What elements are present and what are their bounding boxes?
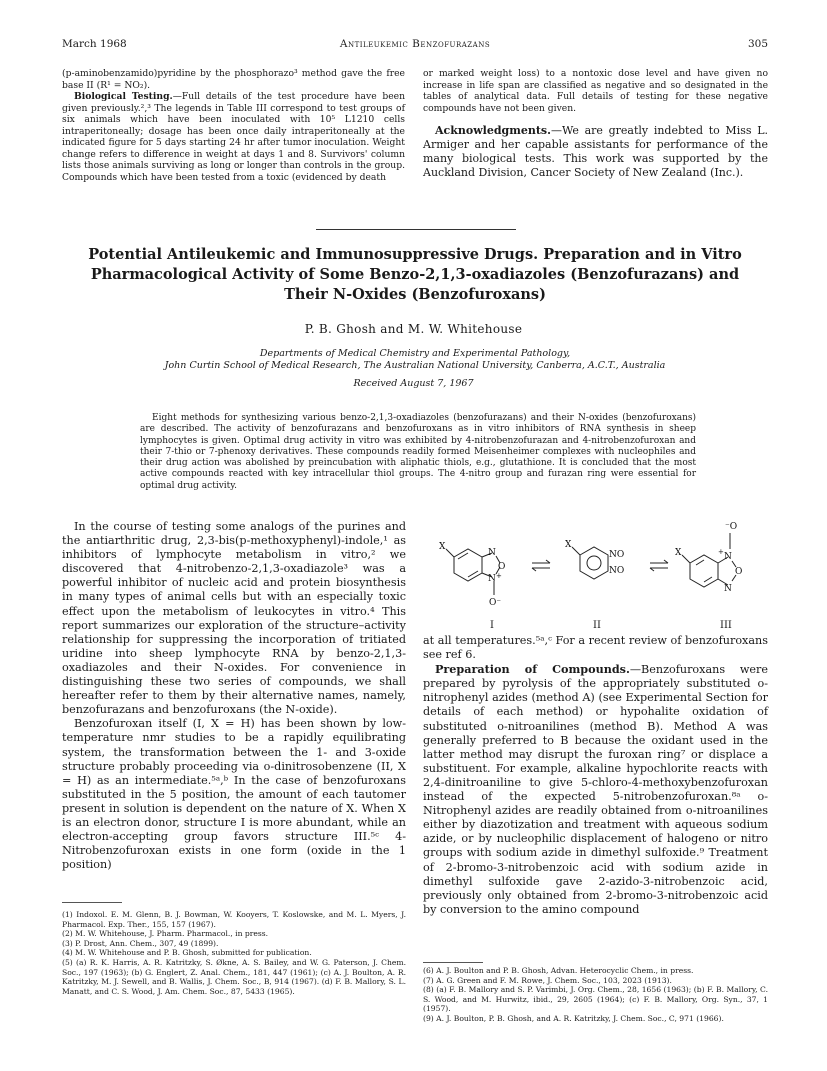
acknowledgments-text: —We are greatly indebted to Miss L. Armiger and her capable assistants for performance of the many biological tests. This work was supported by the Auckland Division, Cancer Society of New Zealand (Inc.). (423, 124, 768, 179)
I-n3-label: N (488, 548, 496, 558)
benzene-ring-I (454, 549, 482, 581)
footnote-4: (4) M. W. Whitehouse and P. B. Ghosh, submitted for publication. (62, 948, 312, 958)
title-line-3: Their N-Oxides (Benzofuroxans) (284, 286, 546, 303)
II-no-lower-label: NO (609, 566, 625, 576)
footnote-1: (1) Indoxol. E. M. Glenn, B. J. Bowman, W. Kooyers, T. Koslowske, and M. L. Myers, J. Pharmacol. Exp. Ther., 155, 157 (1967). (62, 910, 406, 929)
body-left-column (62, 520, 406, 872)
affiliation-line-1: Departments of Medical Chemistry and Experimental Pathology, (259, 348, 571, 359)
I-x-label: X (439, 542, 446, 552)
structure-label-III: III (720, 620, 732, 631)
footnote-7: (7) A. G. Green and F. M. Rowe, J. Chem. Soc., 103, 2023 (1913). (423, 975, 672, 985)
I-o-minus-label: O⁻ (489, 598, 502, 608)
negative-compounds-paragraph: or marked weight loss) to a nontoxic dose level and have given no increase in life span are classified as negative and so designated in the tables of analytical data. Full details of testing for these negative compounds have not been given. (423, 68, 768, 114)
I-plus-label: + (496, 572, 502, 580)
III-n3-label: N (724, 584, 732, 594)
footnotes-right (423, 966, 768, 1024)
affiliation-line-2: John Curtin School of Medical Research, The Australian National University, Canberra, A.C.T., Australia (164, 359, 666, 371)
title-line-1: Potential Antileukemic and Immunosuppressive Drugs. Preparation and in Vitro (88, 246, 742, 263)
tautomer-structures (422, 519, 768, 631)
biological-testing-paragraph (62, 91, 405, 183)
preparation-text: —Benzofuroxans were prepared by pyrolysis of the appropriately substituted o-nitrophenyl azides (method A) (see Experimental Section for details of each method) or hypohalite oxidation of substituted o-nitroanilines (method B). Method A was generally preferred to B because the oxidant used in the latter method may disrupt the furoxan ring⁷ or displace a substituent. For example, alkaline hypochlorite reacts with 2,4-dinitroaniline to give 5-chloro-4-methoxybenzofuroxan instead of the expected 5-nitrobenzofuroxan.⁸ᵃ o-Nitrophenyl azides are readily obtained from o-nitroanilines either by diazotization and treatment with aqueous sodium azide, or by nucleophilic displacement of halogeno or nitro groups with sodium azide in dimethyl sulfoxide.⁹ Treatment of 2-bromo-3-nitrobenzoic acid with sodium azide in dimethyl sulfoxide gave 2-azido-3-nitrobenzoic acid, previously only obtained from 2-bromo-3-nitrobenzoic acid by conversion to the amino compound (423, 663, 768, 916)
III-minus-o-label: ⁻O (725, 522, 738, 532)
benzene-ring-II (580, 547, 608, 579)
section-divider (316, 229, 516, 230)
running-header (62, 38, 768, 52)
I-n1-label: N (488, 574, 496, 584)
authors: P. B. Ghosh and M. W. Whitehouse (304, 322, 523, 336)
III-plus-label: + (718, 548, 724, 556)
preparation-heading: Preparation of Compounds. (435, 662, 630, 677)
top-left-column (62, 68, 405, 183)
top-right-column (423, 68, 768, 180)
structure-label-II: II (593, 620, 601, 631)
footnote-rule-left (62, 902, 122, 903)
II-no-upper-label: NO (609, 550, 625, 560)
acknowledgments-heading: Acknowledgments. (435, 124, 551, 137)
III-n1-label: N (724, 552, 732, 562)
footnote-6: (6) A. J. Boulton and P. B. Ghosh, Advan. Heterocyclic Chem., in press. (423, 966, 694, 975)
header-date: March 1968 (62, 38, 127, 50)
III-o-label: O (735, 567, 743, 577)
footnote-2: (2) M. W. Whitehouse, J. Pharm. Pharmacol., in press. (62, 929, 269, 939)
I-o-label: O (498, 562, 506, 572)
footnote-8: (8) (a) F. B. Mallory and S. P. Varimbi, J. Org. Chem., 28, 1656 (1963); (b) F. B. Mallory, C. S. Wood, and M. Hurwitz, ibid., 29, 2605 (1964); (c) F. B. Mallory, Org. Syn., 37, 1 (1957). (423, 985, 768, 1014)
biological-testing-text: —Full details of the test procedure have been given previously.²,³ The legends in Table III correspond to test groups of six animals which have been inoculated with 10⁵ L1210 cells intraperitoneally; dosage has been once daily intraperitoneally at the indicated figure for 5 days starting 24 hr after tumor inoculation. Weight change refers to difference in weight at days 1 and 8. Survivors' column lists those animals surviving as long or longer than controls in the group. Compounds which have been tested from a toxic (evidenced by death (62, 91, 405, 183)
affiliation (120, 348, 710, 371)
footnote-3: (3) P. Drost, Ann. Chem., 307, 49 (1899). (62, 938, 219, 948)
structure-label-I: I (490, 620, 494, 631)
biological-testing-heading: Biological Testing. (74, 91, 173, 102)
footnotes-left (62, 910, 406, 996)
footnote-5: (5) (a) R. K. Harris, A. R. Katritzky, S. Økne, A. S. Bailey, and W. G. Paterson, J. Chem. Soc., 197 (1963); (b) G. Englert, Z. Anal. Chem., 181, 447 (1961); (c) A. J. Boulton, A. R. Katritzky, M. J. Sewell, and B. Wallis, J. Chem. Soc., B, 914 (1967). (d) F. B. Mallory, S. L. Manatt, and C. S. Wood, J. Am. Chem. Soc., 87, 5433 (1965). (62, 957, 406, 996)
benzene-ring-III (690, 555, 718, 587)
received-date: Received August 7, 1967 (353, 378, 474, 389)
footnote-9: (9) A. J. Boulton, P. B. Ghosh, and A. R. Katritzky, J. Chem. Soc., C, 971 (1966). (423, 1013, 724, 1023)
article-title (70, 245, 760, 305)
intro-paragraph: In the course of testing some analogs of the purines and the antiarthritic drug, 2,3-bis(p-methoxyphenyl)-indole,¹ as inhibitors of lymphocyte metabolism in vitro,² we discovered that 4-nitrobenzo-2,1,3-oxadiazole³ was a powerful inhibitor of nucleic acid and protein biosynthesis in many types of animal cells but with an especially toxic effect upon the metabolism of leukocytes in vitro.⁴ This report summarizes our exploration of the structure–activity relationship for suppressing the incorporation of tritiated uridine into sheep lymphocyte RNA by benzo-2,1,3-oxadiazoles and their N-oxides. For convenience in distinguishing these two series of compounds, we shall hereafter refer to them by their alternative names, namely, benzofurazans and benzofuroxans (the N-oxide). (62, 520, 406, 717)
header-running-title: Antileukemic Benzofurazans (339, 38, 491, 50)
abstract (140, 413, 696, 492)
header-page-number: 305 (747, 38, 768, 50)
preparation-paragraph (423, 662, 768, 917)
tautomer-paragraph: Benzofuroxan itself (I, X = H) has been shown by low-temperature nmr studies to be a rapidly equilibrating system, the transformation between the 1- and 3-oxide structure probably proceeding via o-dinitrosobenzene (II, X = H) as an intermediate.⁵ᵃ,ᵇ In the case of benzofuroxans substituted in the 5 position, the amount of each tautomer present in solution is dependent on the nature of X. When X is an electron donor, structure I is more abundant, while an electron-accepting group favors structure III.⁵ᶜ 4-Nitrobenzofuroxan exists in one form (oxide in the 1 position) (62, 717, 406, 872)
III-x-label: X (675, 548, 682, 558)
temperatures-paragraph: at all temperatures.⁵ᵃ,ᶜ For a recent review of benzofuroxans see ref 6. (423, 634, 768, 662)
footnote-rule-right (423, 962, 483, 963)
prev-article-paragraph: (p-aminobenzamido)pyridine by the phosphorazo³ method gave the free base II (R¹ = NO₂). (62, 68, 405, 91)
abstract-text: Eight methods for synthesizing various benzo-2,1,3-oxadiazoles (benzofurazans) and their N-oxides (benzofuroxans) are described. The activity of benzofurazans and benzofuroxans as in vitro inhibitors of RNA synthesis in sheep lymphocytes is given. Optimal drug activity in vitro was exhibited by 4-nitrobenzofurazan and 4-nitrobenzofuroxan and their 7-thio or 7-phenoxy derivatives. These compounds readily formed Meisenheimer complexes with nucleophiles and their drug action was abolished by preincubation with aliphatic thiols, e.g., glutathione. It is concluded that the most active compounds reacted with key intracellular thiol groups. The 4-nitro group and furazan ring were essential for optimal drug activity. (140, 413, 696, 491)
II-x-label: X (565, 540, 572, 550)
body-right-column (423, 634, 768, 917)
acknowledgments-paragraph (423, 124, 768, 180)
title-line-2: Pharmacological Activity of Some Benzo-2,1,3-oxadiazoles (Benzofurazans) and (90, 266, 740, 283)
